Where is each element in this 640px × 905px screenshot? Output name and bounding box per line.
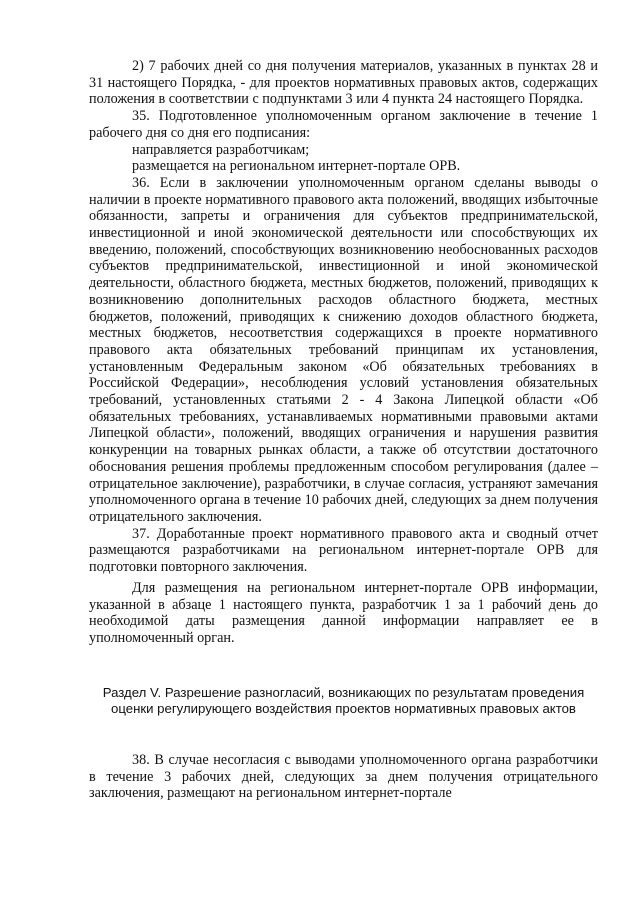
document-page <box>89 58 598 802</box>
paragraph-item-2: 2) 7 рабочих дней со дня получения материалов, указанных в пунктах 28 и 31 настоящего Порядка, - для проектов нормативных правовых актов, содержащих положения в соответствии с подпунктами 3 или 4 пункта 24 настоящего Порядка. <box>89 58 598 108</box>
paragraph-38: 38. В случае несогласия с выводами уполномоченного органа разработчики в течение 3 рабочих дней, следующих за днем получения отрицательного заключения, размещают на региональном интернет-портале <box>89 752 598 802</box>
paragraph-37-note: Для размещения на региональном интернет-портале ОРВ информации, указанной в абзаце 1 настоящего пункта, разработчик 1 за 1 рабочий день до необходимой даты размещения данной информации направляет ее в уполномоченный орган. <box>89 579 598 646</box>
paragraph-35: 35. Подготовленное уполномоченным органом заключение в течение 1 рабочего дня со дня его подписания: <box>89 108 598 141</box>
section-heading-line-1: Раздел V. Разрешение разногласий, возникающих по результатам проведения <box>102 684 585 700</box>
list-item-send-to-developers: направляется разработчикам; <box>132 141 310 158</box>
paragraph-37: 37. Доработанные проект нормативного правового акта и сводный отчет размещаются разработчиками на региональном интернет-портале ОРВ для подготовки повторного заключения. <box>89 525 598 576</box>
paragraph-36: 36. Если в заключении уполномоченным органом сделаны выводы о наличии в проекте нормативного правового акта положений, вводящих избыточные обязанности, запреты и ограничения для субъектов предпринимательской, инвестиционной и иной экономической деятельности или способствующих их введению, положений, способствующих возникновению необоснованных расходов субъектов предпринимательской, инвестиционной и иной экономической деятельности, областного бюджета, местных бюджетов, положений, приводящих к возникновению дополнительных расходов областного бюджета, местных бюджетов, положений, приводящих к снижению доходов областного бюджета, местных бюджетов, несоответствия содержащихся в проекте нормативного правового акта обязательных требований принципам их установления, установленным Федеральным законом «Об обязательных требованиях в Российской Федерации», несоблюдения условий установления обязательных требований, установленных статьями 2 - 4 Закона Липецкой области «Об обязательных требованиях, устанавливаемых нормативными правовыми актами Липецкой области», положений, вводящих ограничения и нарушения развития конкуренции на товарных рынках области, а также об отсутствии достаточного обоснования решения проблемы предложенным способом регулирования (далее – отрицательное заключение), разработчики, в случае согласия, устраняют замечания уполномоченного органа в течение 10 рабочих дней, следующих за днем получения отрицательного заключения. <box>89 174 598 525</box>
section-heading-line-2: оценки регулирующего воздействия проектов нормативных правовых актов <box>111 701 576 717</box>
list-item-publish-on-portal: размещается на региональном интернет-портале ОРВ. <box>132 158 461 175</box>
section-heading <box>89 685 598 718</box>
